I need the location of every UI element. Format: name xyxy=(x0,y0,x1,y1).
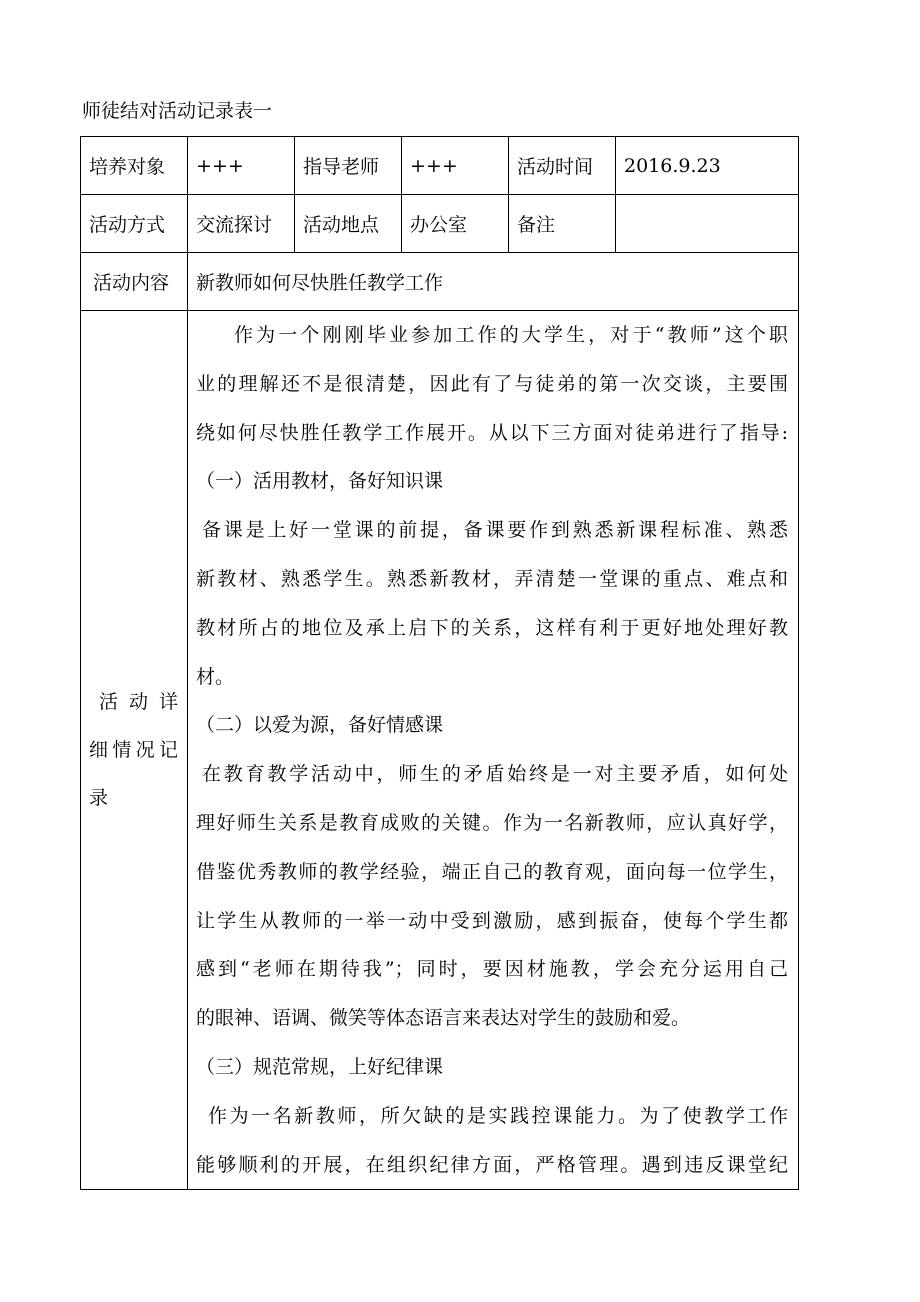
content-value: 新教师如何尽快胜任教学工作 xyxy=(188,253,799,311)
detail-line: 在教育教学活动中，师生的矛盾始终是一对主要矛盾，如何处 xyxy=(202,763,788,786)
detail-line: 理好师生关系是教育成败的关键。作为一名新教师，应认真好学， xyxy=(196,811,788,834)
table-row-basic-info xyxy=(81,137,799,195)
detail-line: 材。 xyxy=(196,665,235,688)
detail-line: 绕如何尽快胜任教学工作展开。从以下三方面对徒弟进行了指导: xyxy=(196,421,788,444)
detail-line: 作为一名新教师，所欠缺的是实践控课能力。为了使教学工作 xyxy=(208,1104,788,1127)
table-row-content xyxy=(81,253,799,311)
time-value: 2016.9.23 xyxy=(616,137,799,195)
detail-line: 感到“老师在期待我”；同时，要因材施教，学会充分运用自己 xyxy=(196,958,788,981)
detail-line: （三）规范常规，上好纪律课 xyxy=(196,1055,444,1078)
target-label: 培养对象 xyxy=(81,137,188,195)
detail-line: 能够顺利的开展，在组织纪律方面，严格管理。遇到违反课堂纪 xyxy=(196,1153,788,1176)
detail-line: 借鉴优秀教师的教学经验，端正自己的教育观，面向每一位学生， xyxy=(196,860,788,883)
target-value: +++ xyxy=(188,137,295,195)
note-label: 备注 xyxy=(509,195,616,253)
detail-line: 业的理解还不是很清楚，因此有了与徒弟的第一次交谈，主要围 xyxy=(196,372,788,395)
place-label: 活动地点 xyxy=(295,195,402,253)
detail-line: 教材所占的地位及承上启下的关系，这样有利于更好地处理好教 xyxy=(196,616,788,639)
detail-line: （二）以爱为源，备好情感课 xyxy=(196,714,444,737)
detail-content xyxy=(188,311,799,1190)
table-row-method xyxy=(81,195,799,253)
note-value xyxy=(616,195,799,253)
detail-line: 的眼神、语调、微笑等体态语言来表达对学生的鼓励和爱。 xyxy=(196,1007,691,1030)
detail-line: 作为一个刚刚毕业参加工作的大学生，对于“教师”这个职 xyxy=(234,324,788,346)
mentor-value: +++ xyxy=(402,137,509,195)
detail-label-line: 细情况记 xyxy=(89,739,179,762)
method-label: 活动方式 xyxy=(81,195,188,253)
method-value: 交流探讨 xyxy=(188,195,295,253)
table-row-detail xyxy=(81,311,799,1190)
content-label: 活动内容 xyxy=(81,253,188,311)
detail-line: 让学生从教师的一举一动中受到激励，感到振奋，使每个学生都 xyxy=(196,909,788,932)
detail-line: （一）活用教材，备好知识课 xyxy=(196,470,444,493)
document-title: 师徒结对活动记录表一 xyxy=(82,100,273,122)
detail-label-line: 录 xyxy=(89,787,110,810)
detail-line: 备课是上好一堂课的前提，备课要作到熟悉新课程标准、熟悉 xyxy=(202,519,788,542)
detail-label-line: 活 动 详 xyxy=(99,691,179,714)
activity-record-table xyxy=(80,136,799,1190)
mentor-label: 指导老师 xyxy=(295,137,402,195)
place-value: 办公室 xyxy=(402,195,509,253)
time-label: 活动时间 xyxy=(509,137,616,195)
detail-label xyxy=(81,311,188,1190)
detail-line: 新教材、熟悉学生。熟悉新教材，弄清楚一堂课的重点、难点和 xyxy=(196,567,788,590)
